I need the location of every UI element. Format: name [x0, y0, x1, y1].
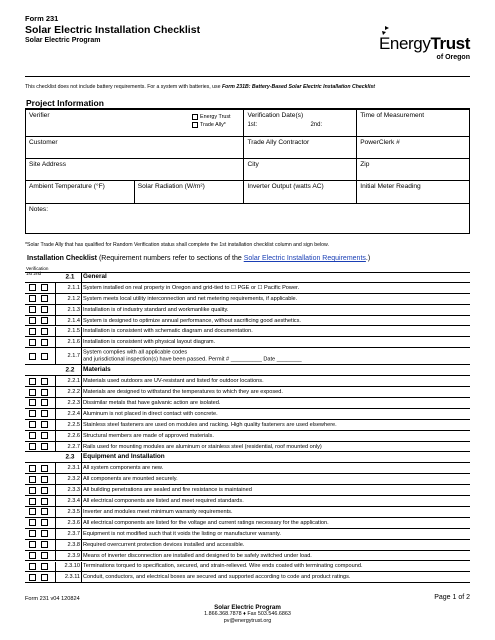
- footnote: *Solar Trade Ally that has qualified for Random Verification status shall complete the 1st installation checklist column and sign below.: [25, 242, 329, 248]
- requirement-number: 2.2.3: [67, 399, 80, 406]
- requirement-text: All electrical components are listed for the voltage and current ratings necessary for the application.: [83, 519, 329, 526]
- requirement-text: Equipment is not modified such that it voids the listing or manufacturer warranty.: [83, 530, 281, 537]
- intro-note: This checklist does not include battery requirements. For a system with batteries, use Form 231B: Battery-Based Solar Electric Installation Checklist: [25, 84, 376, 90]
- first-verification-checkbox[interactable]: [29, 317, 36, 324]
- second-verification-checkbox[interactable]: [41, 443, 48, 450]
- checklist-section-header: [25, 272, 470, 283]
- logo-subtext: of Oregon: [436, 54, 470, 61]
- requirement-number: 2.1.1: [67, 284, 80, 291]
- requirement-text: All building penetrations are sealed and fire resistance is maintained: [83, 486, 252, 493]
- second-verification-checkbox[interactable]: [41, 389, 48, 396]
- second-verification-checkbox[interactable]: [41, 541, 48, 548]
- project-info-table: [25, 109, 470, 234]
- requirement-text: Required overcurrent protection devices installed and accessible.: [83, 541, 245, 548]
- checklist-item: [25, 348, 470, 365]
- checklist-item: [25, 507, 470, 518]
- first-verification-checkbox[interactable]: [29, 432, 36, 439]
- requirement-number: 2.1.5: [67, 328, 80, 335]
- requirement-text: Terminations torqued to specification, secured, and strain-relieved. Wire ends coated with terminating compound.: [83, 563, 363, 570]
- first-verification-checkbox[interactable]: [29, 498, 36, 505]
- second-verification-checkbox[interactable]: [41, 353, 48, 360]
- requirement-text: Equipment and Installation: [83, 453, 165, 461]
- first-verification-checkbox[interactable]: [29, 487, 36, 494]
- first-verification-checkbox[interactable]: [29, 378, 36, 385]
- requirement-number: 2.3.5: [67, 508, 80, 515]
- form-number: Form 231: [25, 14, 59, 23]
- second-verification-checkbox[interactable]: [41, 328, 48, 335]
- first-verification-checkbox[interactable]: [29, 530, 36, 537]
- first-verification-checkbox[interactable]: [29, 541, 36, 548]
- checklist-item: [25, 442, 470, 453]
- solar-radiation-field[interactable]: Solar Radiation (W/m²): [134, 181, 244, 204]
- footer-contact: Solar Electric Program 1.866.368.7878 ♦ Fax 503.546.6863 pv@energytrust.org: [204, 604, 291, 624]
- checklist-item: [25, 337, 470, 348]
- requirement-text: Stainless steel fasteners are used on modules and racking. High quality fasteners are used elsewhere.: [83, 421, 337, 428]
- checklist-item: [25, 474, 470, 485]
- second-verification-checkbox[interactable]: [41, 432, 48, 439]
- second-verification-checkbox[interactable]: [41, 574, 48, 581]
- first-verification-checkbox[interactable]: [29, 295, 36, 302]
- requirement-text: Means of inverter disconnection are installed and designed to be safely switched under load.: [83, 552, 312, 559]
- checklist-item: [25, 496, 470, 507]
- second-verification-checkbox[interactable]: [41, 399, 48, 406]
- second-verification-checkbox[interactable]: [41, 498, 48, 505]
- first-verification-checkbox[interactable]: [29, 353, 36, 360]
- requirement-text: General: [83, 272, 107, 280]
- first-verification-checkbox[interactable]: [29, 399, 36, 406]
- first-verification-checkbox[interactable]: [29, 519, 36, 526]
- requirement-text: Installation is of industry standard and workmanlike quality.: [83, 306, 229, 313]
- checklist-item: [25, 463, 470, 474]
- requirement-number: 2.1.6: [67, 339, 80, 346]
- installation-checklist: [25, 272, 470, 583]
- site-address-field[interactable]: Site Address: [26, 159, 244, 181]
- first-verification-checkbox[interactable]: [29, 306, 36, 313]
- first-verification-checkbox[interactable]: [29, 465, 36, 472]
- form-subtitle: Solar Electric Program: [25, 37, 101, 44]
- checklist-item: [25, 398, 470, 409]
- requirement-text: Aluminum is not placed in direct contact with concrete.: [83, 410, 218, 417]
- form-title: Solar Electric Installation Checklist: [25, 24, 201, 36]
- project-info-title: Project Information: [26, 98, 104, 108]
- requirement-number: 2.2.6: [67, 432, 80, 439]
- second-verification-checkbox[interactable]: [41, 284, 48, 291]
- second-verification-checkbox[interactable]: [41, 339, 48, 346]
- checklist-item: [25, 485, 470, 496]
- footer-form-version: Form 231 v04 120824: [25, 596, 80, 602]
- second-verification-checkbox[interactable]: [41, 378, 48, 385]
- checklist-item: [25, 572, 470, 583]
- second-verification-checkbox[interactable]: [41, 519, 48, 526]
- second-verification-checkbox[interactable]: [41, 563, 48, 570]
- first-verification-checkbox[interactable]: [29, 443, 36, 450]
- requirement-number: 2.1.3: [67, 306, 80, 313]
- first-verification-checkbox[interactable]: [29, 421, 36, 428]
- requirement-number: 2.1: [65, 273, 75, 281]
- checklist-item: [25, 376, 470, 387]
- form-header: [25, 14, 470, 74]
- second-verification-checkbox[interactable]: [41, 317, 48, 324]
- requirement-number: 2.3.3: [67, 487, 80, 494]
- zip-field[interactable]: Zip: [357, 159, 470, 181]
- requirement-number: 2.2.5: [67, 421, 80, 428]
- requirement-text: Inverter and modules meet minimum warranty requirements.: [83, 508, 233, 515]
- requirement-text: Installation is consistent with schematic diagram and documentation.: [83, 328, 253, 335]
- verifier-field[interactable]: Verifier Energy Trust Trade Ally*: [26, 110, 244, 137]
- checklist-item: [25, 283, 470, 294]
- second-verification-checkbox[interactable]: [41, 552, 48, 559]
- requirement-number: 2.3.6: [67, 519, 80, 526]
- first-verification-checkbox[interactable]: [29, 552, 36, 559]
- checklist-item: [25, 420, 470, 431]
- requirements-link[interactable]: Solar Electric Installation Requirements: [243, 255, 366, 262]
- verification-header: Verification 1st 2nd: [26, 266, 49, 276]
- requirement-number: 2.2.4: [67, 410, 80, 417]
- requirement-number: 2.3: [65, 453, 75, 461]
- requirement-number: 2.2.2: [67, 389, 80, 396]
- requirement-number: 2.1.7: [67, 353, 80, 360]
- checklist-section-header: [25, 453, 470, 464]
- first-verification-checkbox[interactable]: [29, 574, 36, 581]
- requirement-number: 2.2: [65, 366, 75, 374]
- requirement-number: 2.3.11: [64, 574, 80, 581]
- powerclerk-field[interactable]: PowerClerk #: [357, 137, 470, 159]
- checklist-section-header: [25, 365, 470, 376]
- first-verification-checkbox[interactable]: [29, 284, 36, 291]
- customer-field[interactable]: Customer: [26, 137, 244, 159]
- first-verification-checkbox[interactable]: [29, 389, 36, 396]
- energy-trust-checkbox[interactable]: [192, 114, 198, 120]
- header-divider: [25, 76, 470, 77]
- requirement-number: 2.3.10: [64, 563, 80, 570]
- checklist-item: [25, 518, 470, 529]
- requirement-text: Rails used for mounting modules are aluminum or stainless steel (residential, roof mounted only): [83, 443, 322, 450]
- second-verification-checkbox[interactable]: [41, 530, 48, 537]
- first-verification-checkbox[interactable]: [29, 508, 36, 515]
- requirement-text: System complies with all applicable codes and jurisdictional inspection(s) have been passed. Permit # __________ Date ________: [83, 349, 302, 363]
- second-verification-checkbox[interactable]: [41, 421, 48, 428]
- second-verification-checkbox[interactable]: [41, 508, 48, 515]
- requirement-number: 2.2.1: [67, 378, 80, 385]
- requirement-text: Materials used outdoors are UV-resistant and listed for outdoor locations.: [83, 377, 264, 384]
- logo-wordmark: EnergyTrust: [378, 34, 470, 53]
- contractor-field[interactable]: Trade Ally Contractor: [244, 137, 357, 159]
- requirement-number: 2.3.8: [67, 541, 80, 548]
- energy-trust-logo: [378, 34, 470, 70]
- checklist-item: [25, 294, 470, 305]
- time-of-measurement-field[interactable]: Time of Measurement: [357, 110, 470, 137]
- second-verification-checkbox[interactable]: [41, 487, 48, 494]
- requirement-number: 2.1.2: [67, 295, 80, 302]
- requirement-text: All electrical components are listed and meet required standards.: [83, 497, 244, 504]
- second-verification-checkbox[interactable]: [41, 465, 48, 472]
- checklist-item: [25, 431, 470, 442]
- requirement-text: Dissimilar metals that have galvanic action are isolated.: [83, 399, 221, 406]
- inverter-output-field[interactable]: Inverter Output (watts AC): [244, 181, 357, 204]
- requirement-text: All system components are new.: [83, 465, 164, 472]
- first-verification-checkbox[interactable]: [29, 328, 36, 335]
- notes-field[interactable]: Notes:: [26, 204, 470, 234]
- checklist-item: [25, 551, 470, 562]
- requirement-number: 2.2.7: [67, 443, 80, 450]
- checklist-item: [25, 327, 470, 338]
- requirement-text: System installed on real property in Oregon and grid-tied to ☐ PGE or ☐ Pacific Power.: [83, 284, 300, 291]
- initial-meter-field[interactable]: Initial Meter Reading: [357, 181, 470, 204]
- requirement-text: System is designed to optimize annual performance, without sacrificing good aesthetics.: [83, 317, 301, 324]
- checklist-item: [25, 316, 470, 327]
- first-verification-checkbox[interactable]: [29, 410, 36, 417]
- requirement-number: 2.3.4: [67, 498, 80, 505]
- checklist-item: [25, 409, 470, 420]
- checklist-item: [25, 387, 470, 398]
- requirement-text: Conduit, conductors, and electrical boxes are secured and supported according to code and product ratings.: [83, 574, 351, 581]
- requirement-text: System meets local utility interconnection and net metering requirements, if applicable.: [83, 295, 298, 302]
- first-verification-checkbox[interactable]: [29, 339, 36, 346]
- checklist-item: [25, 562, 470, 573]
- requirement-number: 2.3.7: [67, 530, 80, 537]
- requirement-text: Structural members are made of approved materials.: [83, 432, 214, 439]
- city-field[interactable]: City: [244, 159, 357, 181]
- trade-ally-checkbox[interactable]: [192, 122, 198, 128]
- requirement-number: 2.3.9: [67, 552, 80, 559]
- requirement-text: Materials: [83, 366, 111, 374]
- first-verification-checkbox[interactable]: [29, 476, 36, 483]
- checklist-item: [25, 540, 470, 551]
- checklist-title: Installation Checklist (Requirement numbers refer to sections of the Solar Electric Installation Requirements.): [27, 255, 371, 262]
- footer-page-number: Page 1 of 2: [434, 594, 470, 601]
- first-verification-checkbox[interactable]: [29, 563, 36, 570]
- verification-dates-field[interactable]: Verification Date(s) 1st: 2nd:: [244, 110, 357, 137]
- second-verification-checkbox[interactable]: [41, 476, 48, 483]
- second-verification-checkbox[interactable]: [41, 295, 48, 302]
- requirement-text: All components are mounted securely.: [83, 476, 178, 483]
- requirement-text: Installation is consistent with physical layout diagram.: [83, 339, 216, 346]
- requirement-number: 2.1.4: [67, 317, 80, 324]
- checklist-item: [25, 529, 470, 540]
- requirement-number: 2.3.2: [67, 476, 80, 483]
- requirement-number: 2.3.1: [67, 465, 80, 472]
- requirement-text: Materials are designed to withstand the temperatures to which they are exposed.: [83, 388, 283, 395]
- checklist-item: [25, 305, 470, 316]
- ambient-temp-field[interactable]: Ambient Temperature (°F): [26, 181, 135, 204]
- second-verification-checkbox[interactable]: [41, 306, 48, 313]
- second-verification-checkbox[interactable]: [41, 410, 48, 417]
